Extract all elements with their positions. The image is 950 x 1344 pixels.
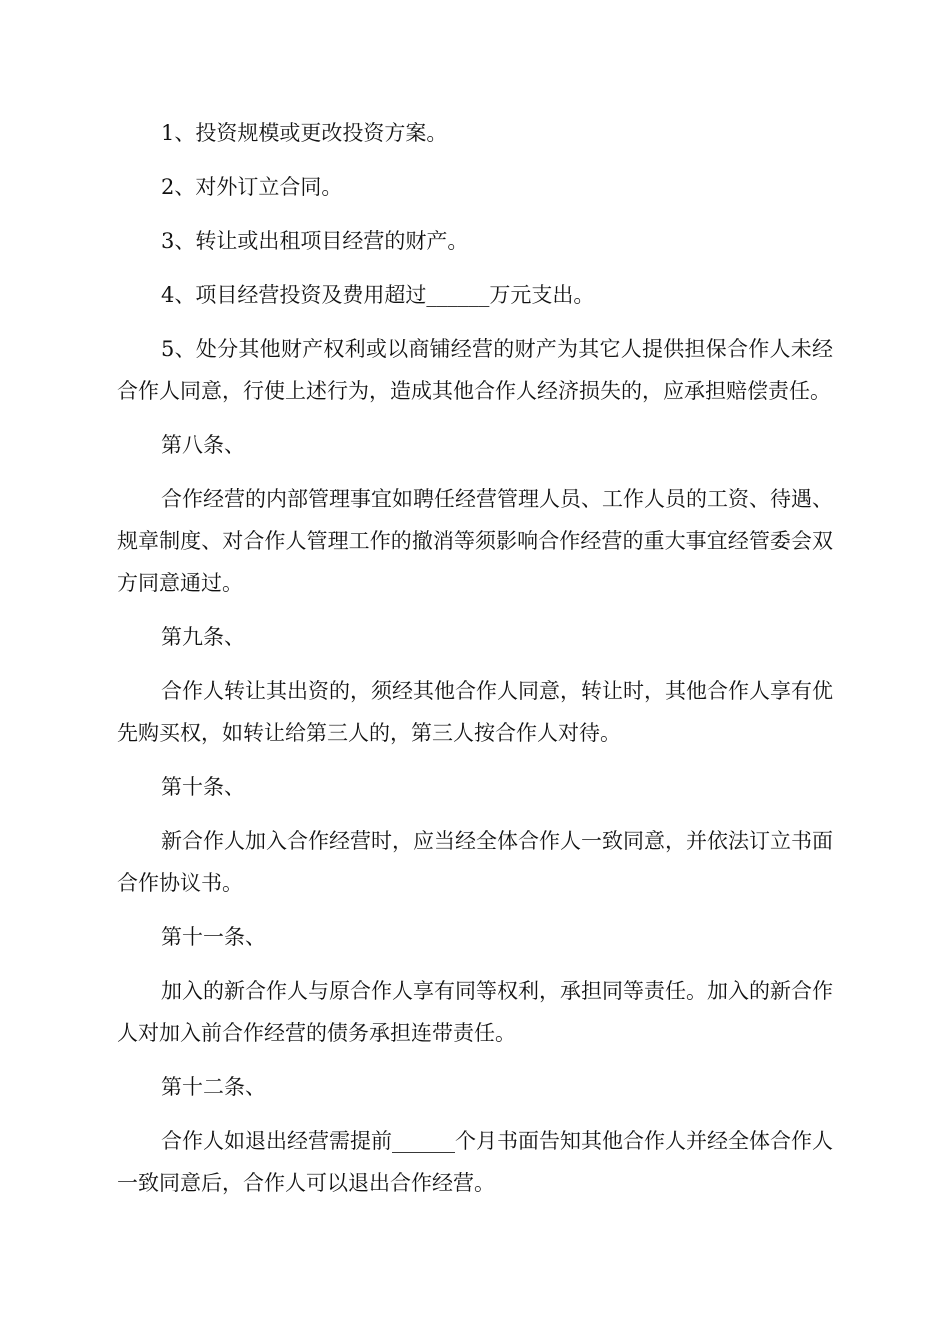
clause-item-5: 5、处分其他财产权利或以商铺经营的财产为其它人提供担保合作人未经合作人同意，行使上述行为，造成其他合作人经济损失的，应承担赔偿责任。 xyxy=(117,337,833,403)
article-8-heading: 第八条、 xyxy=(161,433,245,457)
article-10-text: 新合作人加入合作经营时，应当经全体合作人一致同意，并依法订立书面合作协议书。 xyxy=(117,829,833,895)
article-12-text: 合作人如退出经营需提前______个月书面告知其他合作人并经全体合作人一致同意后，合作人可以退出合作经营。 xyxy=(117,1129,833,1195)
clause-item-1: 1、投资规模或更改投资方案。 xyxy=(161,121,448,145)
clause-item-2: 2、对外订立合同。 xyxy=(161,175,343,199)
document-body xyxy=(117,112,833,1216)
article-9-text: 合作人转让其出资的，须经其他合作人同意，转让时，其他合作人享有优先购买权，如转让给第三人的，第三人按合作人对待。 xyxy=(117,679,833,745)
clause-item-3: 3、转让或出租项目经营的财产。 xyxy=(161,229,469,253)
clause-item-4: 4、项目经营投资及费用超过______万元支出。 xyxy=(161,283,595,307)
article-11-heading: 第十一条、 xyxy=(161,925,266,949)
article-9-heading: 第九条、 xyxy=(161,625,245,649)
article-8-text: 合作经营的内部管理事宜如聘任经营管理人员、工作人员的工资、待遇、规章制度、对合作人管理工作的撤消等须影响合作经营的重大事宜经管委会双方同意通过。 xyxy=(117,487,833,595)
article-10-heading: 第十条、 xyxy=(161,775,245,799)
article-11-text: 加入的新合作人与原合作人享有同等权利，承担同等责任。加入的新合作人对加入前合作经营的债务承担连带责任。 xyxy=(117,979,833,1045)
article-12-heading: 第十二条、 xyxy=(161,1075,266,1099)
